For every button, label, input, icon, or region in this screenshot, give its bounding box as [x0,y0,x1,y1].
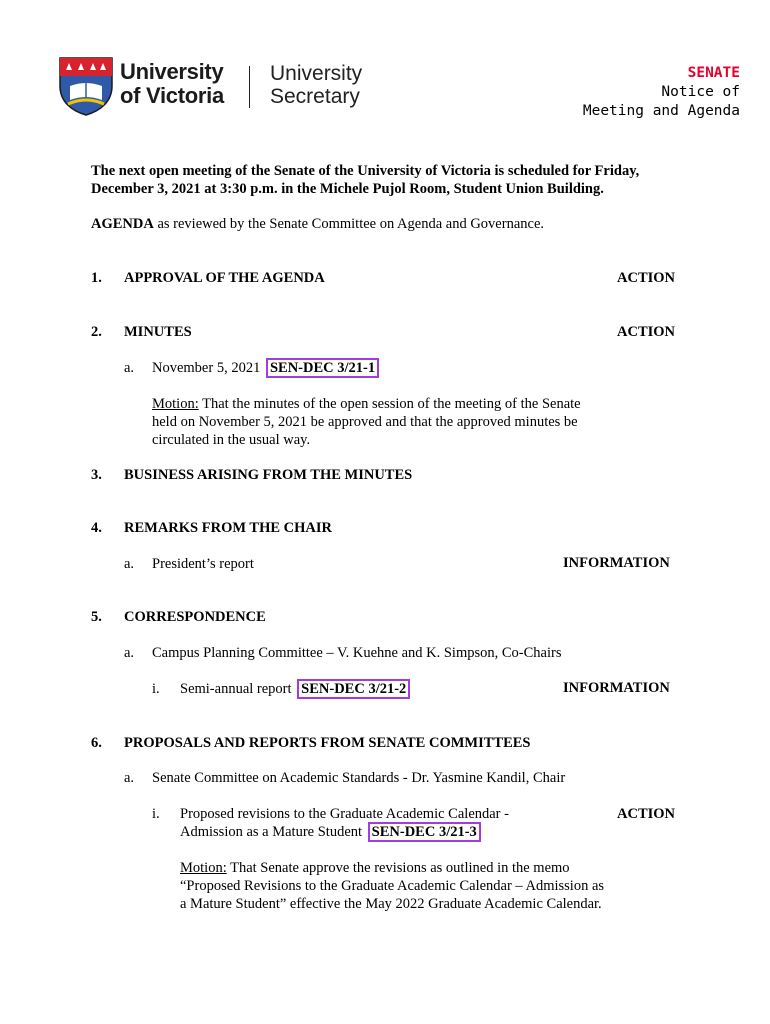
document-reference-link[interactable]: SEN-DEC 3/21-3 [368,822,481,842]
sub-item: Campus Planning Committee – V. Kuehne and K. Simpson, Co-Chairs [152,645,562,661]
item-number: 5. [91,609,102,625]
item-title: CORRESPONDENCE [124,609,266,625]
subsub-item-line-1: Proposed revisions to the Graduate Academic Calendar - [180,806,509,822]
item-number: 6. [91,735,102,751]
subsub-item: Semi-annual report SEN-DEC 3/21-2 [180,679,410,699]
item-number: 3. [91,467,102,483]
item-title: REMARKS FROM THE CHAIR [124,520,332,536]
sub-letter: a. [124,645,135,661]
sub-item: November 5, 2021 SEN-DEC 3/21-1 [152,358,379,378]
item-status: ACTION [617,806,676,822]
item-title: PROPOSALS AND REPORTS FROM SENATE COMMITTEES [124,735,531,751]
sub-letter: a. [124,556,135,572]
notice-line-2: Meeting and Agenda [582,103,740,119]
motion-text: Motion: That the minutes of the open session of the meeting of the Senate held on November 5, 2021 be approved and that the approved minutes be circulated in the usual way. [152,396,581,448]
item-status: ACTION [617,270,676,286]
subsub-numeral: i. [152,806,160,822]
agenda-note: AGENDA as reviewed by the Senate Committee on Agenda and Governance. [91,216,545,232]
sub-item: President’s report [152,556,254,572]
subsub-numeral: i. [152,681,160,697]
document-reference-link[interactable]: SEN-DEC 3/21-1 [266,358,379,378]
notice-heading [550,64,740,121]
item-status: ACTION [617,324,676,340]
senate-tag: SENATE [687,65,740,81]
meeting-intro: The next open meeting of the Senate of the University of Victoria is scheduled for Friday, December 3, 2021 at 3:30 p.m. in the Michele Pujol Room, Student Union Building. [91,163,640,197]
motion-text: Motion: That Senate approve the revisions as outlined in the memo “Proposed Revisions to the Graduate Academic Calendar – Admission as a Mature Student” effective the May 2022 Graduate Academic Calendar. [180,860,605,912]
sub-letter: a. [124,770,135,786]
uvic-crest-icon [58,56,114,116]
sub-item: Senate Committee on Academic Standards - Dr. Yasmine Kandil, Chair [152,770,566,786]
item-title: BUSINESS ARISING FROM THE MINUTES [124,467,413,483]
item-title: MINUTES [124,324,192,340]
subsub-item-line-2: Admission as a Mature Student SEN-DEC 3/21-3 [180,822,481,842]
item-number: 2. [91,324,102,340]
item-number: 4. [91,520,102,536]
header-divider [249,66,250,108]
item-status: INFORMATION [563,555,670,571]
item-number: 1. [91,270,102,286]
department-name: University Secretary [270,62,363,108]
item-title: APPROVAL OF THE AGENDA [124,270,325,286]
notice-line-1: Notice of [661,84,740,100]
organization-name: University of Victoria [120,59,224,108]
document-reference-link[interactable]: SEN-DEC 3/21-2 [297,679,410,699]
item-status: INFORMATION [563,680,670,696]
sub-letter: a. [124,360,135,376]
